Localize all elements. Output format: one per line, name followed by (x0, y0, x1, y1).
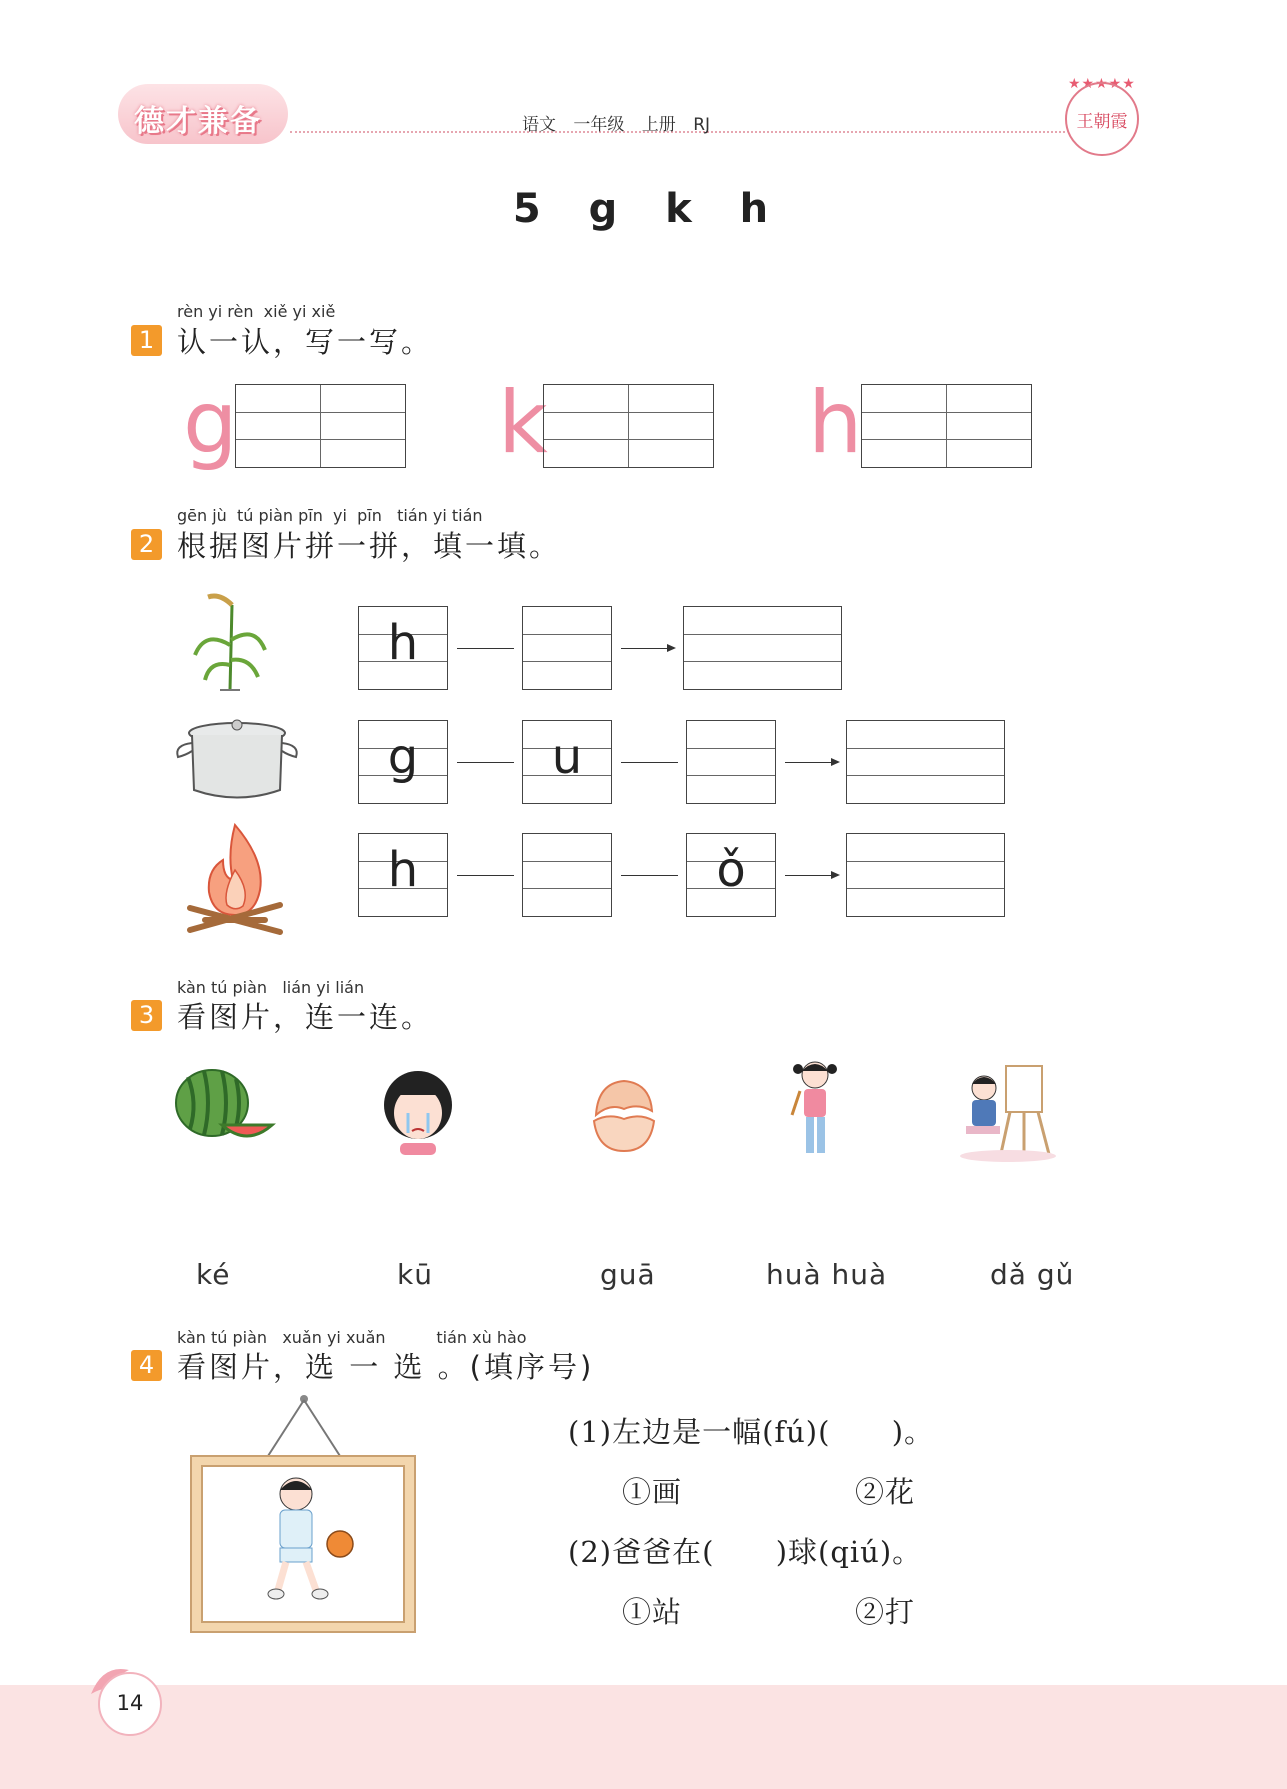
q1-heading: 认一认，写一写。 (177, 325, 434, 359)
word-ke[interactable]: ké (196, 1258, 231, 1291)
spell-box-r1-2[interactable] (522, 606, 612, 690)
word-hua-hua[interactable]: huà huà (766, 1258, 888, 1291)
answer-box-r3[interactable] (846, 833, 1005, 917)
shell-image (588, 1075, 660, 1155)
pot-image (172, 715, 302, 805)
painting-child-image (958, 1058, 1058, 1163)
word-da-gu[interactable]: dǎ gǔ (990, 1258, 1075, 1291)
page-title: 5 g k h (512, 186, 775, 232)
letter-h-r1: h (387, 615, 419, 671)
letter-o-r3: ǒ (716, 842, 746, 898)
letter-h: h (808, 373, 863, 473)
letter-u-r2: u (551, 729, 583, 785)
q4-q1-option-1[interactable]: ①画 (622, 1475, 683, 1509)
spell-box-r3-2[interactable] (522, 833, 612, 917)
q4-question-2: (2)爸爸在( )球(qiú)。 (568, 1535, 923, 1569)
seal-stars: ★★★★★ (1068, 76, 1136, 92)
arrow (785, 875, 838, 876)
seal-text: 王朝霞 (1076, 111, 1128, 132)
q4-pinyin: kàn tú piàn xuǎn yi xuǎn tián xù hào (177, 1328, 527, 1347)
writing-grid-g[interactable] (235, 384, 406, 468)
spell-box-r2-3[interactable] (686, 720, 776, 804)
letter-g-r2: g (387, 729, 419, 785)
writing-grid-k[interactable] (543, 384, 714, 468)
arrow (785, 762, 838, 763)
girl-drum-image (780, 1055, 850, 1165)
q4-q2-option-1[interactable]: ①站 (622, 1595, 683, 1629)
letter-h-r3: h (387, 842, 419, 898)
answer-box-r2[interactable] (846, 720, 1005, 804)
page-number: 14 (98, 1672, 162, 1736)
q4-q1-option-2[interactable]: ②花 (855, 1475, 916, 1509)
q4-question-1: (1)左边是一幅(fú)( )。 (568, 1415, 935, 1449)
footer-band (0, 1685, 1287, 1789)
crying-girl-image (378, 1065, 458, 1155)
teacher-seal (1065, 82, 1139, 156)
framed-picture-basketball (188, 1390, 420, 1635)
q4-number: 4 (131, 1350, 162, 1381)
q3-pinyin: kàn tú piàn lián yi lián (177, 978, 365, 997)
dash (457, 762, 514, 763)
header-subject-line: 语文 一年级 上册 RJ (522, 115, 711, 135)
dash (457, 648, 514, 649)
q3-number: 3 (131, 1000, 162, 1031)
dash (621, 762, 678, 763)
arrow (621, 648, 674, 649)
brand-text: 德才兼备 (134, 104, 262, 139)
q3-heading: 看图片，连一连。 (177, 1000, 434, 1034)
spell-box-r3-1[interactable] (358, 833, 448, 917)
q4-heading: 看图片，选 一 选 。(填序号) (177, 1350, 595, 1384)
letter-k: k (498, 373, 548, 473)
watermelon-image (172, 1065, 277, 1145)
q2-heading: 根据图片拼一拼，填一填。 (177, 529, 562, 563)
dash (621, 875, 678, 876)
q1-pinyin: rèn yi rèn xiě yi xiě (177, 302, 336, 321)
spell-box-r2-1[interactable] (358, 720, 448, 804)
spell-box-r1-1[interactable] (358, 606, 448, 690)
word-ku[interactable]: kū (397, 1258, 433, 1291)
q4-q2-option-2[interactable]: ②打 (855, 1595, 916, 1629)
answer-box-r1[interactable] (683, 606, 842, 690)
dash (457, 875, 514, 876)
spell-box-r2-2[interactable] (522, 720, 612, 804)
writing-grid-h[interactable] (861, 384, 1032, 468)
fire-image (185, 820, 285, 938)
q2-pinyin: gēn jù tú piàn pīn yi pīn tián yi tián (177, 506, 483, 525)
word-gua[interactable]: guā (600, 1258, 656, 1291)
spell-box-r3-3[interactable] (686, 833, 776, 917)
rice-plant-image (180, 585, 280, 695)
q1-number: 1 (131, 325, 162, 356)
letter-g: g (183, 373, 238, 473)
brand-logo (118, 84, 288, 144)
q2-number: 2 (131, 529, 162, 560)
